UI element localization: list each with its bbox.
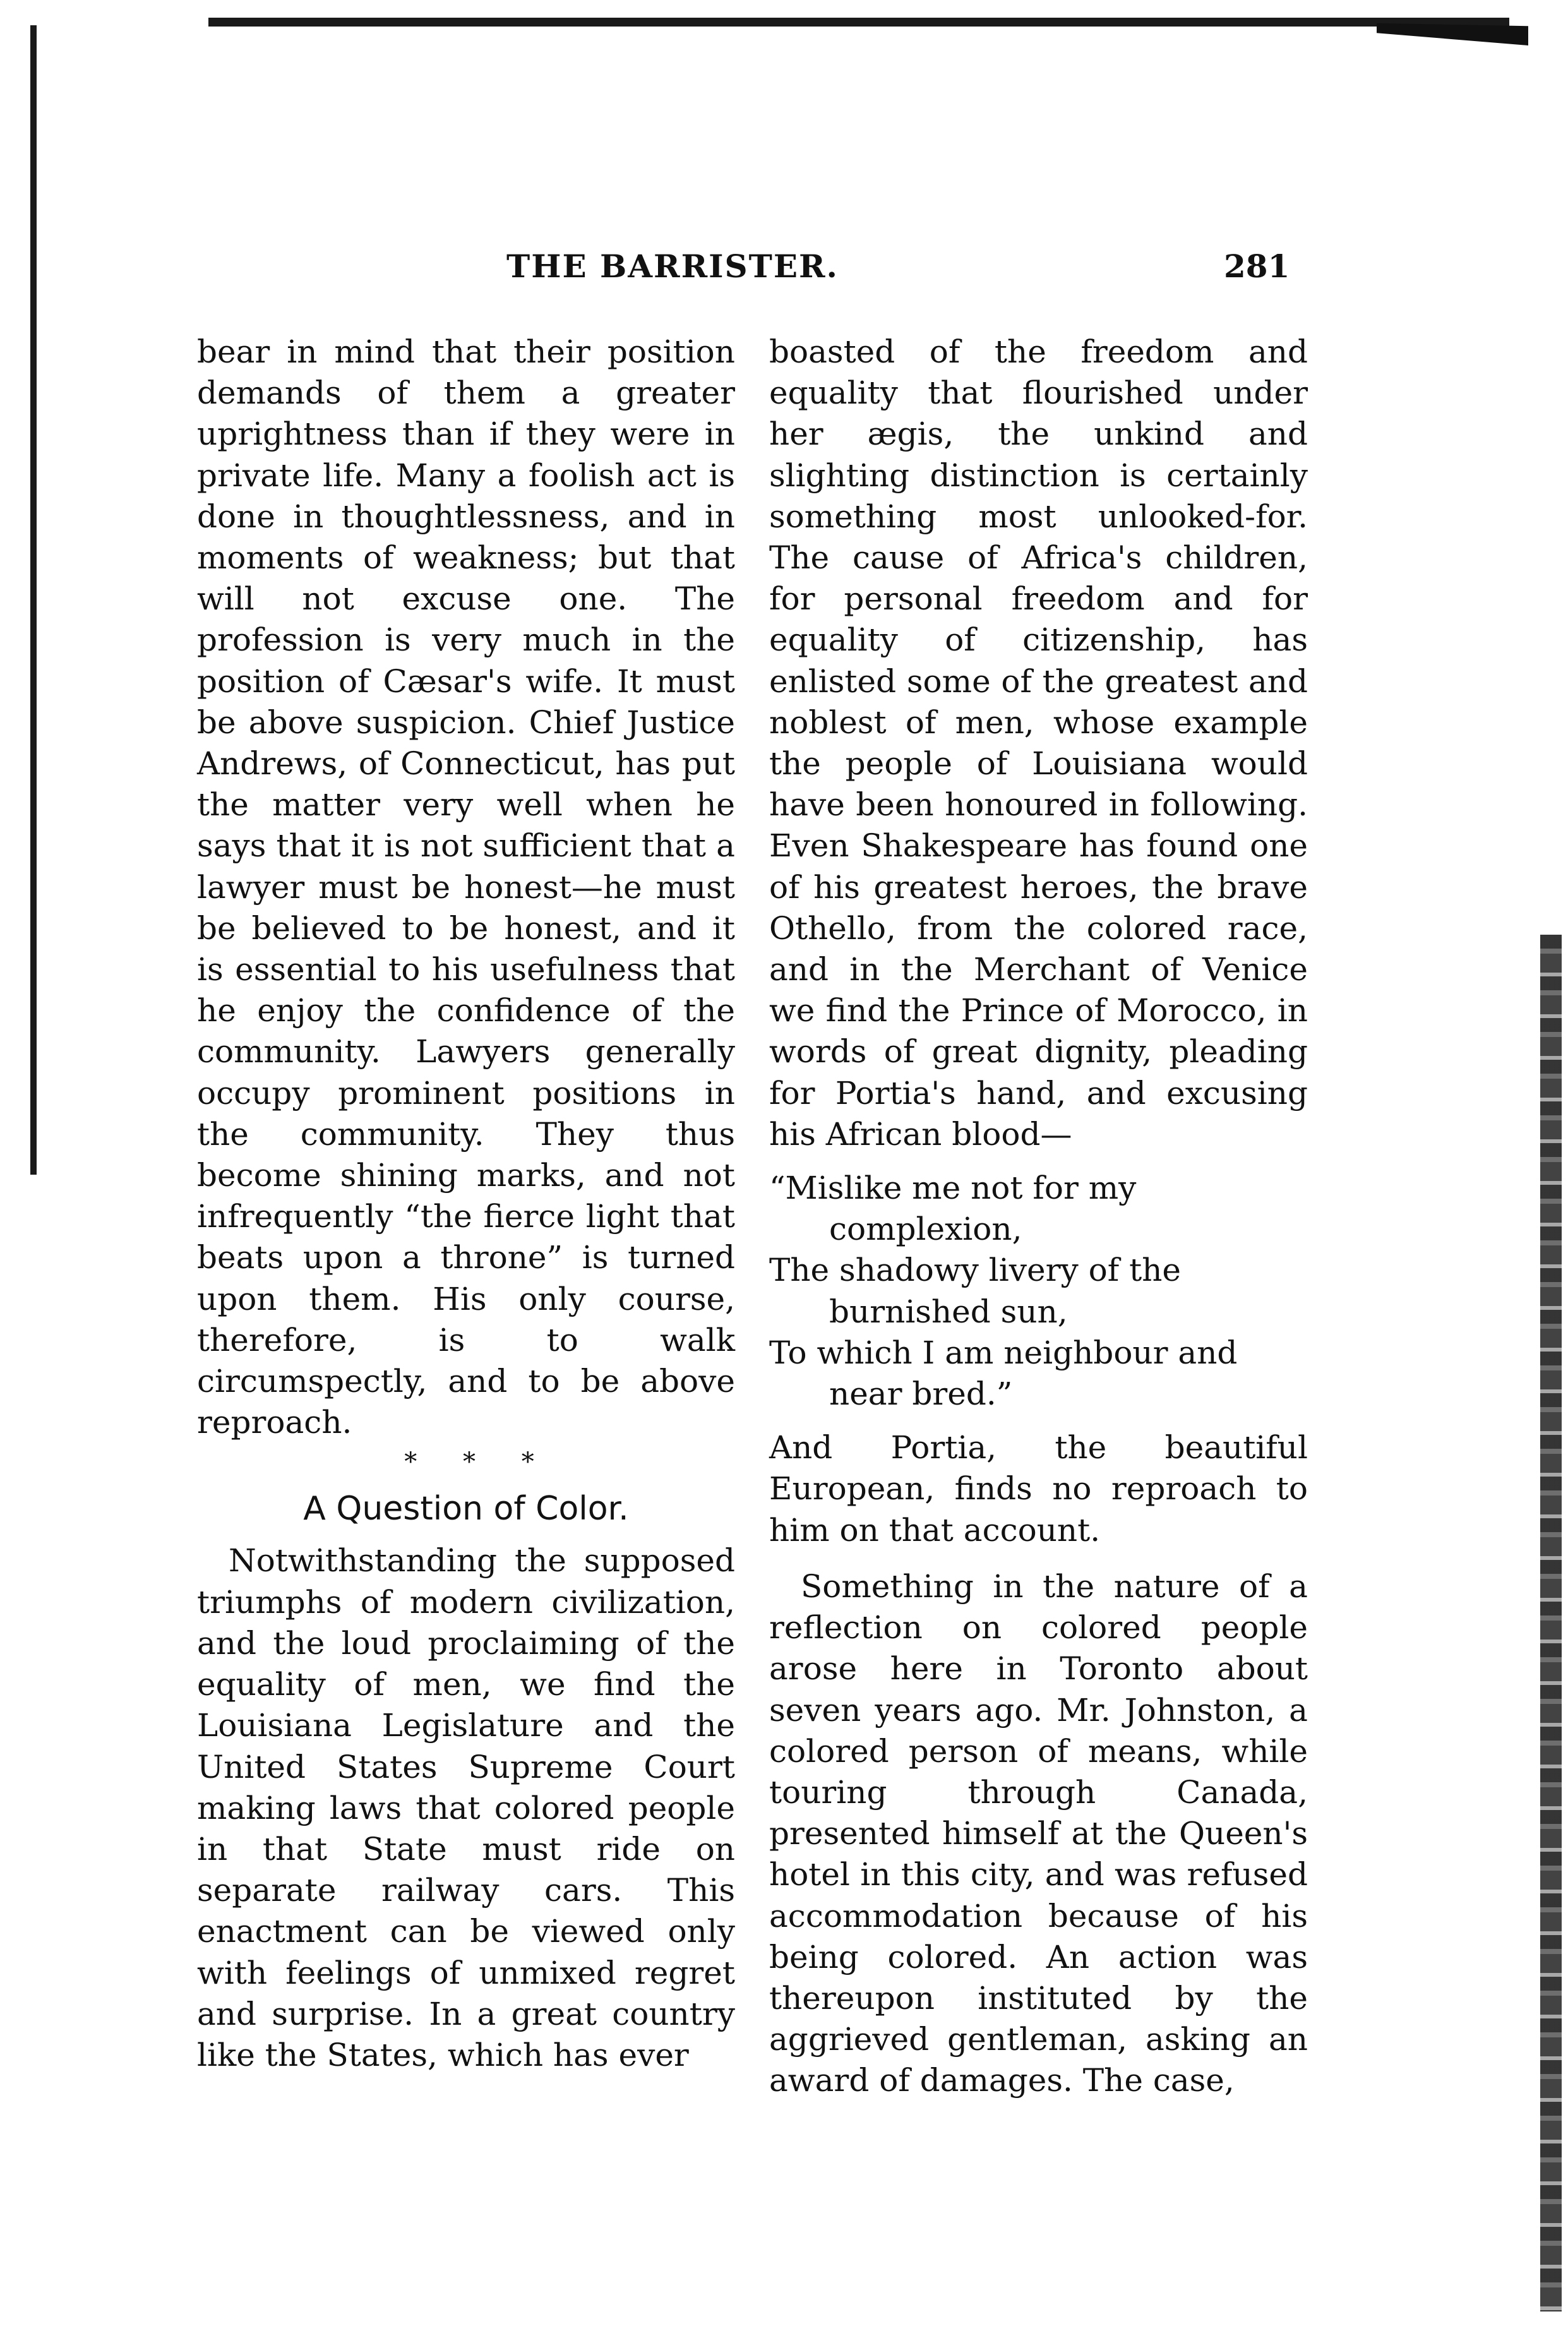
section-ornament: * * *	[404, 1448, 553, 1477]
verse-line: To which I am neighbour and near bred.”	[769, 1334, 1238, 1413]
verse-line: “Mislike me not for my complexion,	[769, 1170, 1137, 1248]
right-paragraph-1: boasted of the freedom and equality that flourished under her ægis, the unkind and slighting distinction is certainly something most unlooked-for. The cause of Africa's children, for personal freedom and for equality of citizenship, has enlisted some of the greatest and noblest of men, whose example the people of Louisiana would have been honoured in following. Even Shakespeare has found one of his greatest heroes, the brave Othello, from the colored race, and in the Merchant of Venice we find the Prince of Morocco, in words of great dignity, pleading for Portia's hand, and excusing his African blood—	[769, 333, 1308, 1153]
left-column	[197, 332, 735, 2076]
right-scan-edge	[1540, 935, 1562, 2311]
left-scan-edge	[30, 25, 37, 1175]
section-heading: A Question of Color.	[303, 1490, 629, 1528]
running-head: THE BARRISTER.	[506, 248, 839, 285]
page-number: 281	[1224, 248, 1290, 285]
right-column	[769, 332, 1308, 2102]
verse-quote	[769, 1168, 1308, 1415]
right-paragraph-2: And Portia, the beautiful European, finds no reproach to him on that account.	[769, 1429, 1308, 1549]
top-rule	[208, 14, 1509, 30]
right-paragraph-3: Something in the nature of a reflection on colored people arose here in Toronto about seven years ago. Mr. Johnston, a colored person of means, while touring through Canada, presented himself at the Queen's hotel in this city, and was refused accommodation because of his being colored. An action was thereupon instituted by the aggrieved gentleman, asking an award of damages. The case,	[769, 1568, 1308, 2099]
left-paragraph-1: bear in mind that their position demands of them a greater uprightness than if they were in private life. Many a foolish act is done in thoughtlessness, and in moments of weakness; but that will not excuse one. The profession is very much in the position of Cæsar's wife. It must be above suspicion. Chief Justice Andrews, of Connecticut, has put the matter very well when he says that it is not sufficient that a lawyer must be honest—he must be believed to be honest, and it is essential to his usefulness that he enjoy the confidence of the community. Lawyers generally occupy prominent positions in the community. They thus become shining marks, and not infrequently “the fierce light that beats upon a throne” is turned upon them. His only course, therefore, is to walk circumspectly, and to be above reproach.	[197, 333, 735, 1441]
left-paragraph-2: Notwithstanding the supposed triumphs of modern civilization, and the loud proclaiming of the equality of men, we find the Louisiana Legislature and the United States Supreme Court making laws that colored people in that State must ride on separate railway cars. This enactment can be viewed only with feelings of unmixed regret and surprise. In a great country like the States, which has ever	[197, 1542, 735, 2073]
verse-line: The shadowy livery of the burnished sun,	[769, 1252, 1182, 1330]
